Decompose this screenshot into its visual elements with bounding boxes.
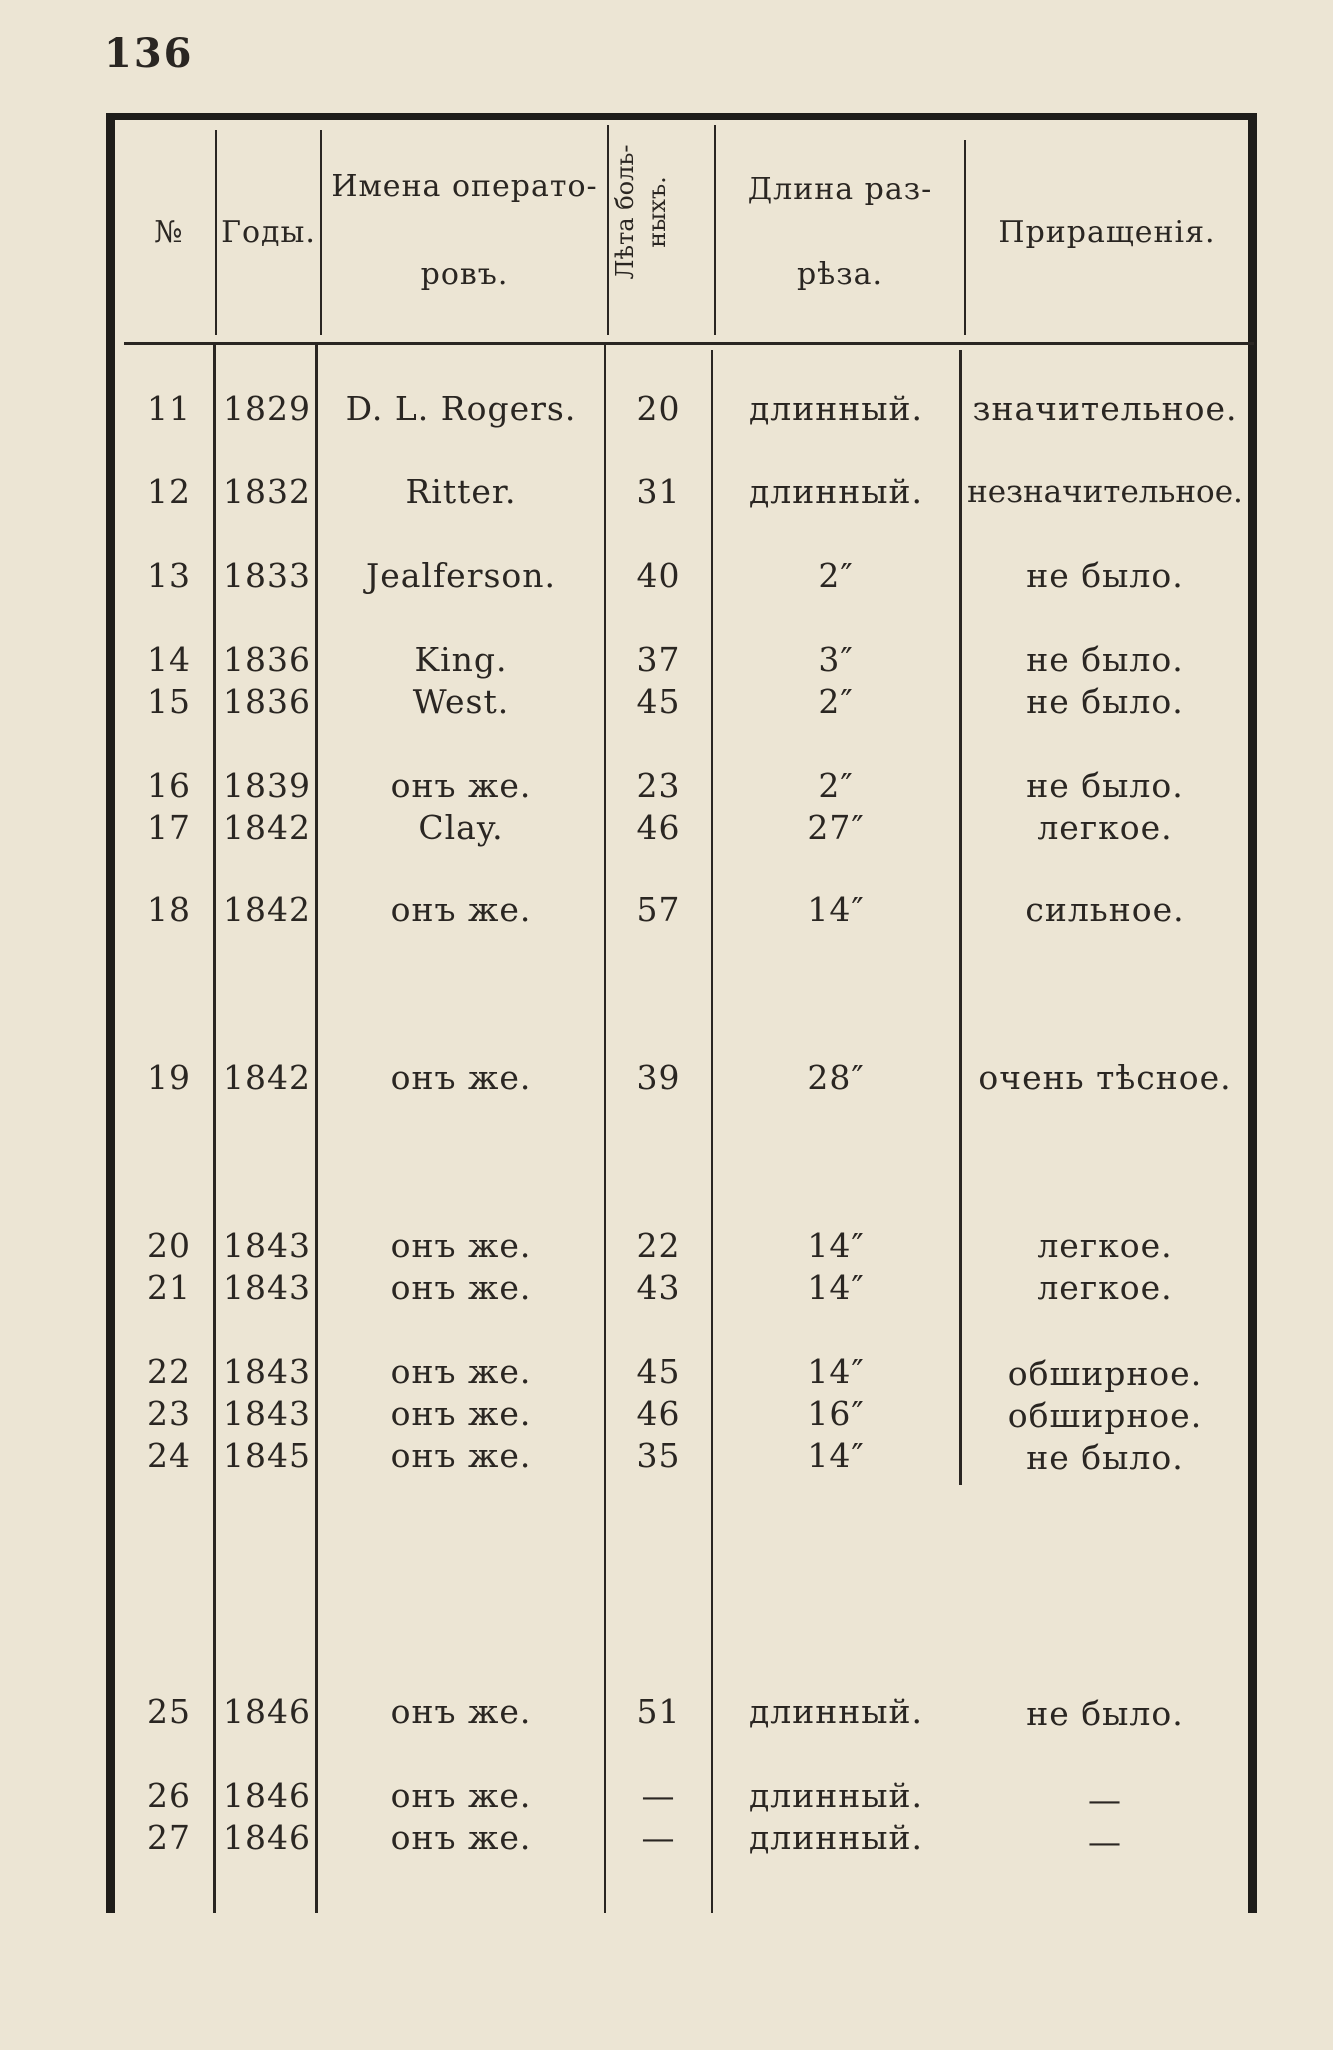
cell-year: 1843 [223,1268,311,1307]
cell-length: 2″ [818,682,854,721]
cell-year: 1846 [223,1776,311,1815]
cell-operator: Clay. [418,808,504,847]
cell-year: 1839 [223,766,311,805]
cell-length: длинный. [748,472,923,511]
cell-gain: не было. [1026,766,1184,805]
cell-num: 13 [147,556,191,595]
cell-num: 27 [147,1818,191,1857]
cell-gain: обширное. [1007,1354,1203,1393]
cell-year: 1832 [223,472,311,511]
cell-gain: значительное. [972,389,1238,428]
cell-length: 14″ [807,1352,865,1391]
cell-age: 46 [636,808,681,847]
cell-year: 1833 [223,556,311,595]
header-length-line1: Длина раз- [747,172,933,207]
cell-num: 20 [147,1226,191,1265]
cell-operator: онъ же. [390,766,532,805]
cell-operator: King. [414,640,508,679]
cell-num: 19 [147,1058,191,1097]
cell-operator: онъ же. [390,890,532,929]
cell-year: 1842 [223,808,311,847]
cell-operator: онъ же. [390,1394,532,1433]
cell-gain: обширное. [1007,1396,1203,1435]
cell-num: 15 [147,682,191,721]
cell-operator: онъ же. [390,1818,532,1857]
header-rule-2 [320,130,322,335]
cell-year: 1845 [223,1436,311,1475]
cell-length: 16″ [807,1394,865,1433]
cell-age: 57 [636,890,681,929]
cell-operator: онъ же. [390,1352,532,1391]
cell-num: 14 [147,640,191,679]
cell-length: длинный. [748,1692,923,1731]
cell-gain: очень тѣсное. [978,1058,1232,1097]
cell-length: длинный. [748,1818,923,1857]
cell-age: 51 [636,1692,681,1731]
header-operator-line1: Имена операто- [331,169,598,204]
cell-operator: онъ же. [390,1226,532,1265]
cell-age: 39 [636,1058,681,1097]
cell-length: длинный. [748,1776,923,1815]
cell-age: 43 [636,1268,681,1307]
cell-gain: не было. [1026,682,1184,721]
header-age-line2: ныхъ. [643,176,671,248]
cell-length: 2″ [818,556,854,595]
cell-operator: Jealferson. [365,556,557,595]
cell-length: длинный. [748,389,923,428]
cell-length: 14″ [807,1226,865,1265]
cell-num: 21 [147,1268,191,1307]
cell-year: 1842 [223,1058,311,1097]
cell-age: — [641,1776,676,1815]
cell-year: 1843 [223,1352,311,1391]
cell-gain: легкое. [1037,808,1173,847]
cell-gain: не было. [1026,640,1184,679]
cell-num: 11 [147,389,191,428]
cell-year: 1846 [223,1692,311,1731]
cell-length: 28″ [807,1058,865,1097]
cell-age: 23 [636,766,681,805]
cell-age: 31 [636,472,681,511]
cell-length: 3″ [818,640,854,679]
cell-year: 1836 [223,682,311,721]
cell-operator: онъ же. [390,1692,532,1731]
header-length-line2: рѣза. [796,257,884,292]
cell-length: 27″ [807,808,865,847]
cell-num: 24 [147,1436,191,1475]
cell-num: 18 [147,890,191,929]
cell-num: 26 [147,1776,191,1815]
cell-age: 20 [636,389,681,428]
cell-gain: незначительное. [967,474,1243,510]
header-divider [124,342,1254,345]
cell-operator: онъ же. [390,1436,532,1475]
cell-length: 14″ [807,1436,865,1475]
cell-year: 1846 [223,1818,311,1857]
cell-age: 40 [636,556,681,595]
cell-age: 37 [636,640,681,679]
cell-gain: — [1088,1780,1122,1819]
cell-age: 45 [636,682,681,721]
cell-length: 14″ [807,1268,865,1307]
cell-num: 25 [147,1692,191,1731]
cell-year: 1843 [223,1226,311,1265]
cell-operator: West. [412,682,510,721]
cell-gain: — [1088,1822,1122,1861]
cell-year: 1829 [223,389,311,428]
cell-gain: легкое. [1037,1226,1173,1265]
cell-num: 22 [147,1352,191,1391]
header-age [609,144,673,279]
header-year: Годы. [221,215,316,250]
cell-age: 22 [636,1226,681,1265]
cell-operator: D. L. Rogers. [345,389,577,428]
cell-gain: не было. [1026,1438,1184,1477]
page-number: 136 [104,30,194,77]
cell-num: 23 [147,1394,191,1433]
header-num: № [154,215,184,250]
header-operator-line2: ровъ. [420,257,509,292]
cell-num: 17 [147,808,191,847]
cell-year: 1843 [223,1394,311,1433]
cell-age: 35 [636,1436,681,1475]
header-gain: Приращенія. [998,215,1216,250]
cell-gain: не было. [1026,556,1184,595]
cell-operator: онъ же. [390,1268,532,1307]
cell-gain: сильное. [1025,890,1185,929]
cell-year: 1842 [223,890,311,929]
cell-operator: онъ же. [390,1058,532,1097]
cell-operator: Ritter. [405,472,517,511]
table-frame [106,113,1257,1913]
cell-length: 14″ [807,890,865,929]
cell-age: — [641,1818,676,1857]
header-age-line1: Лѣта боль- [611,144,639,280]
cell-operator: онъ же. [390,1776,532,1815]
cell-length: 2″ [818,766,854,805]
cell-num: 12 [147,472,191,511]
cell-num: 16 [147,766,191,805]
header-rule-4 [714,125,716,335]
cell-age: 46 [636,1394,681,1433]
cell-gain: легкое. [1037,1268,1173,1307]
cell-year: 1836 [223,640,311,679]
cell-gain: не было. [1026,1694,1184,1733]
cell-age: 45 [636,1352,681,1391]
